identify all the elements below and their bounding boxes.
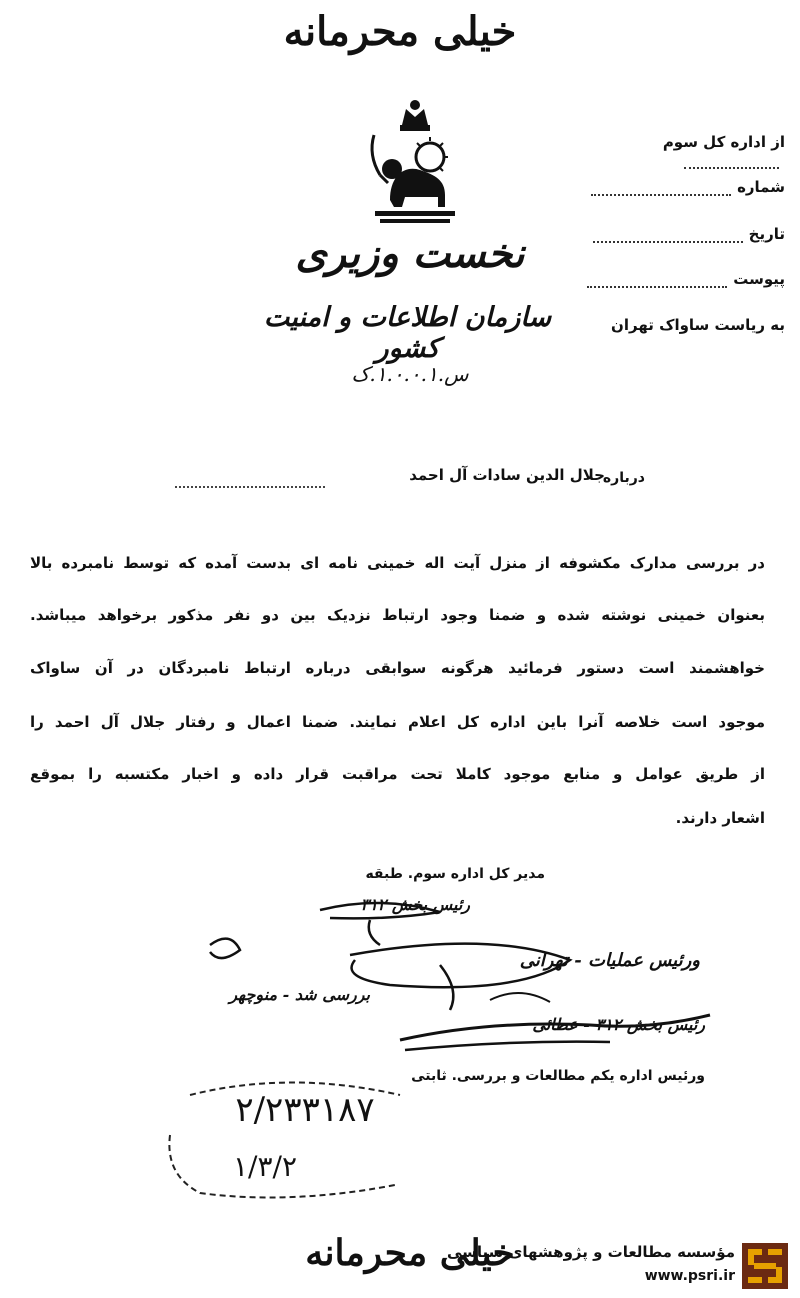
signature-line-2: رئیس بخش ۳۱۲ xyxy=(360,895,470,914)
body-line-6: اشعار دارند. xyxy=(675,809,765,827)
body-line-4: موجود است خلاصه آنرا باین اداره کل اعلام نمایند. ضمنا اعمال و رفتار جلال آل احمد را xyxy=(30,713,765,731)
header-date xyxy=(565,225,785,243)
stamp-date: ۱/۳/۲ xyxy=(233,1150,297,1183)
handwritten-signatures-icon xyxy=(190,890,730,1080)
header-from-label: از اداره کل سوم xyxy=(662,133,785,151)
subject-dotted-line xyxy=(175,486,325,488)
lion-and-sun-emblem-icon xyxy=(360,95,470,230)
footer-url[interactable]: www.psri.ir xyxy=(644,1268,735,1284)
ministry-title: نخست وزیری xyxy=(295,230,525,277)
body-line-3: خواهشمند است دستور فرمائید هرگونه سوابقی درباره ارتباط نامبردگان در آن ساواک xyxy=(30,659,765,677)
header-attachment-label: پیوست xyxy=(733,270,785,288)
signature-line-4: بررسی شد - منوچهر xyxy=(229,985,370,1004)
signature-line-6: ورئیس اداره یکم مطالعات و بررسی. ثابتی xyxy=(411,1068,705,1084)
header-number-label: شماره xyxy=(737,178,785,196)
signature-line-3: ورئیس عملیات - تهرانی xyxy=(519,950,700,971)
document-code: س.۱.۰.۰.۱.ک xyxy=(351,362,469,386)
subject-label: درباره xyxy=(602,470,645,486)
header-date-label: تاریخ xyxy=(748,225,785,243)
stamp-number: ۲/۲۳۳۱۸۷ xyxy=(235,1090,375,1130)
organization-title: سازمان اطلاعات و امنیت کشور xyxy=(263,302,552,364)
classification-bottom-label: خیلی محرمانه xyxy=(305,1232,515,1274)
body-line-5: از طریق عوامل و منابع موجود کاملا تحت مراقبت قرار داده و اخبار مکتسبه را بموقع xyxy=(30,765,765,783)
signature-director: مدیر کل اداره سوم. طبقه xyxy=(365,866,545,882)
header-attachment xyxy=(565,270,785,288)
footer-institute-name: مؤسسه مطالعات و پژوهشهای سیاسی xyxy=(446,1243,735,1261)
header-recipient: به ریاست ساواک تهران xyxy=(611,316,785,334)
signature-line-5: رئیس بخش ۳۱۲ - عطائی xyxy=(532,1015,705,1034)
institute-logo-icon xyxy=(742,1243,788,1289)
body-line-1: در بررسی مدارک مکشوفه از منزل آیت اله خمینی نامه ای بدست آمده که توسط نامبرده بالا xyxy=(30,554,765,572)
classification-top-label: خیلی محرمانه xyxy=(283,8,517,55)
header-from xyxy=(565,133,785,169)
body-line-2: بعنوان خمینی نوشته شده و ضمنا وجود ارتباط نزدیک بین دو نفر مذکور برخواهد میباشد. xyxy=(30,606,765,624)
subject-text: جلال الدین سادات آل احمد xyxy=(409,466,605,484)
header-number xyxy=(565,178,785,196)
